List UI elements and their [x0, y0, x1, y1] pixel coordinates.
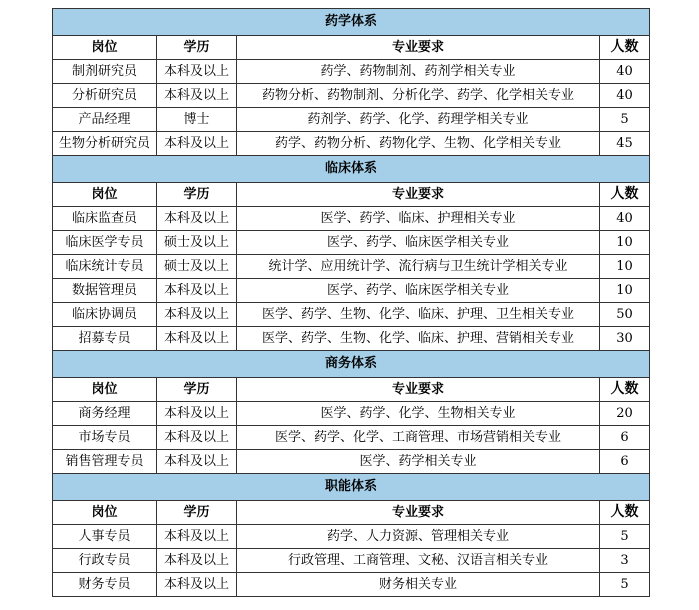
column-header-position: 岗位	[53, 378, 157, 402]
section-header-row	[53, 9, 650, 36]
table-row	[53, 402, 650, 426]
cell-major: 财务相关专业	[237, 573, 600, 597]
cell-education: 本科及以上	[157, 60, 237, 84]
cell-position: 财务专员	[53, 573, 157, 597]
column-header-count: 人数	[600, 36, 650, 60]
cell-education: 本科及以上	[157, 450, 237, 474]
cell-education: 本科及以上	[157, 549, 237, 573]
cell-position: 临床监查员	[53, 207, 157, 231]
table-row	[53, 132, 650, 156]
cell-count: 40	[600, 207, 650, 231]
column-header-education: 学历	[157, 378, 237, 402]
cell-major: 药学、药物制剂、药剂学相关专业	[237, 60, 600, 84]
cell-position: 商务经理	[53, 402, 157, 426]
table-row	[53, 549, 650, 573]
table-row	[53, 207, 650, 231]
cell-count: 30	[600, 327, 650, 351]
column-header-row	[53, 183, 650, 207]
cell-education: 本科及以上	[157, 525, 237, 549]
cell-count: 10	[600, 231, 650, 255]
cell-major: 医学、药学相关专业	[237, 450, 600, 474]
cell-major: 医学、药学、化学、生物相关专业	[237, 402, 600, 426]
cell-major: 医学、药学、生物、化学、临床、护理、营销相关专业	[237, 327, 600, 351]
column-header-position: 岗位	[53, 501, 157, 525]
column-header-major: 专业要求	[237, 183, 600, 207]
cell-position: 行政专员	[53, 549, 157, 573]
cell-major: 药物分析、药物制剂、分析化学、药学、化学相关专业	[237, 84, 600, 108]
table-row	[53, 279, 650, 303]
cell-count: 40	[600, 84, 650, 108]
cell-position: 数据管理员	[53, 279, 157, 303]
table-row	[53, 231, 650, 255]
cell-major: 医学、药学、临床医学相关专业	[237, 231, 600, 255]
cell-count: 6	[600, 450, 650, 474]
column-header-count: 人数	[600, 378, 650, 402]
cell-education: 博士	[157, 108, 237, 132]
cell-position: 临床统计专员	[53, 255, 157, 279]
cell-education: 本科及以上	[157, 207, 237, 231]
section-title: 药学体系	[53, 9, 650, 36]
cell-education: 本科及以上	[157, 84, 237, 108]
cell-count: 10	[600, 279, 650, 303]
column-header-major: 专业要求	[237, 36, 600, 60]
cell-education: 本科及以上	[157, 573, 237, 597]
column-header-row	[53, 378, 650, 402]
cell-count: 5	[600, 108, 650, 132]
cell-count: 45	[600, 132, 650, 156]
cell-education: 本科及以上	[157, 303, 237, 327]
cell-education: 本科及以上	[157, 327, 237, 351]
cell-position: 制剂研究员	[53, 60, 157, 84]
cell-education: 硕士及以上	[157, 255, 237, 279]
cell-position: 市场专员	[53, 426, 157, 450]
cell-major: 统计学、应用统计学、流行病与卫生统计学相关专业	[237, 255, 600, 279]
section-title: 临床体系	[53, 156, 650, 183]
cell-count: 3	[600, 549, 650, 573]
column-header-education: 学历	[157, 36, 237, 60]
cell-count: 20	[600, 402, 650, 426]
cell-major: 医学、药学、临床医学相关专业	[237, 279, 600, 303]
cell-education: 本科及以上	[157, 132, 237, 156]
cell-position: 招募专员	[53, 327, 157, 351]
column-header-count: 人数	[600, 183, 650, 207]
section-header-row	[53, 156, 650, 183]
cell-major: 药学、药物分析、药物化学、生物、化学相关专业	[237, 132, 600, 156]
table-row	[53, 303, 650, 327]
cell-position: 分析研究员	[53, 84, 157, 108]
recruitment-table-body	[53, 9, 650, 597]
column-header-position: 岗位	[53, 183, 157, 207]
column-header-education: 学历	[157, 501, 237, 525]
recruitment-table	[52, 8, 650, 597]
cell-position: 临床医学专员	[53, 231, 157, 255]
cell-major: 医学、药学、化学、工商管理、市场营销相关专业	[237, 426, 600, 450]
section-header-row	[53, 474, 650, 501]
cell-position: 产品经理	[53, 108, 157, 132]
column-header-row	[53, 36, 650, 60]
section-header-row	[53, 351, 650, 378]
cell-position: 销售管理专员	[53, 450, 157, 474]
section-title: 商务体系	[53, 351, 650, 378]
table-row	[53, 255, 650, 279]
cell-count: 40	[600, 60, 650, 84]
cell-education: 本科及以上	[157, 402, 237, 426]
table-row	[53, 60, 650, 84]
table-row	[53, 450, 650, 474]
section-title: 职能体系	[53, 474, 650, 501]
cell-count: 6	[600, 426, 650, 450]
cell-education: 硕士及以上	[157, 231, 237, 255]
cell-major: 药学、人力资源、管理相关专业	[237, 525, 600, 549]
cell-major: 药剂学、药学、化学、药理学相关专业	[237, 108, 600, 132]
cell-position: 人事专员	[53, 525, 157, 549]
cell-position: 生物分析研究员	[53, 132, 157, 156]
column-header-major: 专业要求	[237, 378, 600, 402]
table-row	[53, 84, 650, 108]
table-row	[53, 573, 650, 597]
cell-position: 临床协调员	[53, 303, 157, 327]
table-row	[53, 327, 650, 351]
table-row	[53, 108, 650, 132]
cell-count: 10	[600, 255, 650, 279]
column-header-row	[53, 501, 650, 525]
table-row	[53, 525, 650, 549]
column-header-count: 人数	[600, 501, 650, 525]
table-row	[53, 426, 650, 450]
column-header-major: 专业要求	[237, 501, 600, 525]
column-header-position: 岗位	[53, 36, 157, 60]
cell-major: 医学、药学、生物、化学、临床、护理、卫生相关专业	[237, 303, 600, 327]
cell-education: 本科及以上	[157, 279, 237, 303]
column-header-education: 学历	[157, 183, 237, 207]
cell-count: 5	[600, 573, 650, 597]
cell-count: 50	[600, 303, 650, 327]
cell-major: 行政管理、工商管理、文秘、汉语言相关专业	[237, 549, 600, 573]
cell-education: 本科及以上	[157, 426, 237, 450]
cell-major: 医学、药学、临床、护理相关专业	[237, 207, 600, 231]
cell-count: 5	[600, 525, 650, 549]
